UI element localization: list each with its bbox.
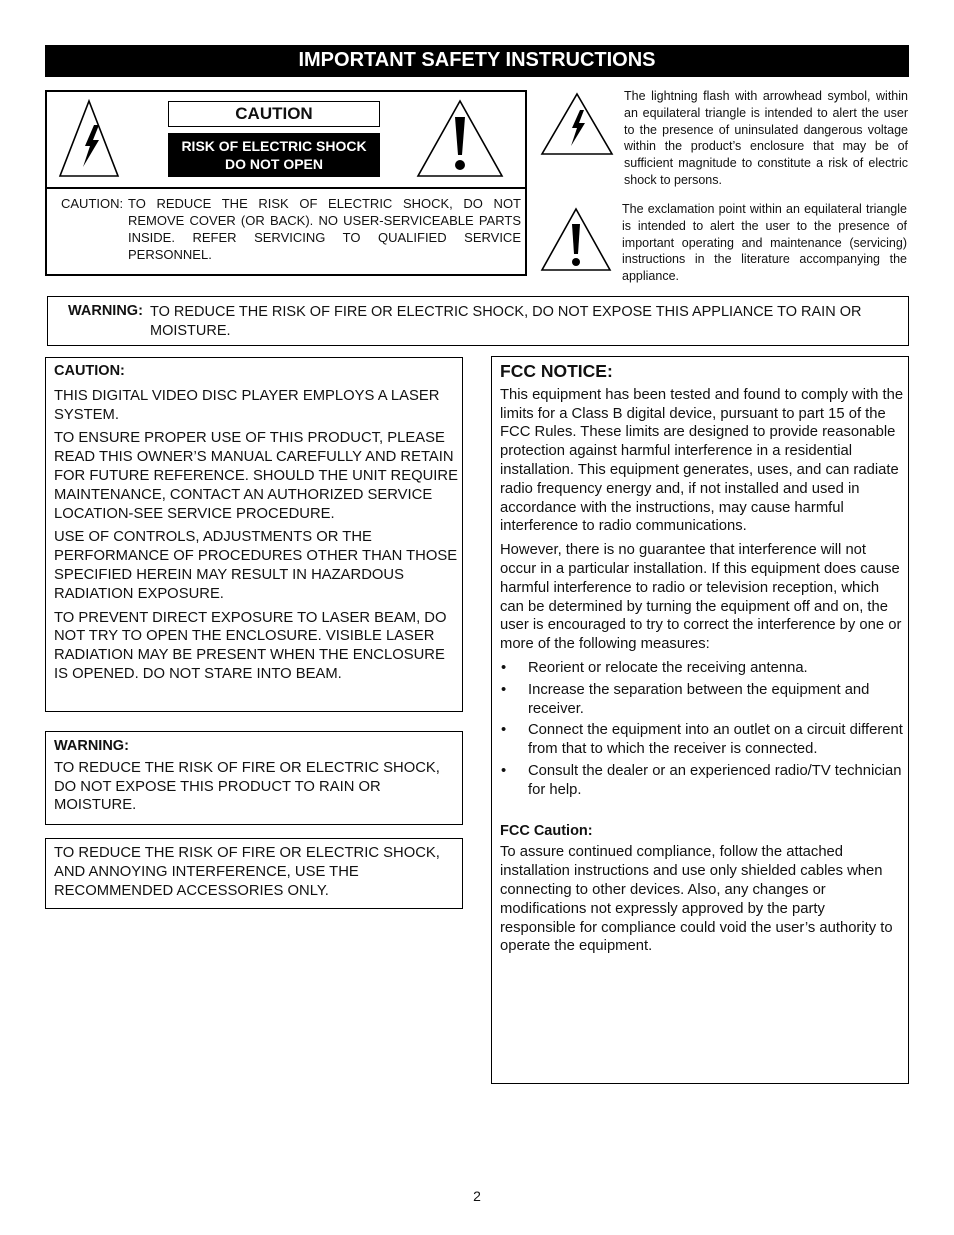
fcc-notice-paragraph: However, there is no guarantee that interference will not occur in a particular installation. If this equipment does cause harmful interference to radio or television reception, which can be determined by turning the equipment off and on, the user is encouraged to try to correct the interference by one or more of the following measures: [500, 542, 902, 653]
caution-text-body: TO REDUCE THE RISK OF ELECTRIC SHOCK, DO NOT REMOVE COVER (OR BACK). NO USER-SERVICEABLE PARTS INSIDE. REFER SERVICING TO QUALIFIED SERVICE PERSONNEL. [128, 196, 521, 262]
fcc-caution-body: To assure continued compliance, follow the attached installation instructions and use only shielded cables when connecting to other devices. Also, any changes or modifications not expressly approved by the party responsible for compliance could void the user’s authority to operate the equipment. [500, 844, 893, 955]
list-item: • Increase the separation between the equipment and receiver. [500, 681, 904, 719]
list-item: • Consult the dealer or an experienced radio/TV technician for help. [500, 762, 904, 800]
divider [47, 187, 525, 189]
caution-text [61, 195, 521, 263]
laser-caution-heading: CAUTION: [54, 363, 125, 379]
risk-line-2: DO NOT OPEN [224, 156, 323, 172]
exclamation-symbol-description: The exclamation point within an equilateral triangle is intended to alert the user to the presence of important operating and maintenance (servicing) instructions in the literature accompanying the appliance. [622, 202, 907, 284]
page-number: 2 [473, 1188, 481, 1204]
laser-caution-paragraph: THIS DIGITAL VIDEO DISC PLAYER EMPLOYS A LASER SYSTEM. [54, 387, 440, 423]
risk-line-1: RISK OF ELECTRIC SHOCK [181, 138, 367, 154]
warning-body: TO REDUCE THE RISK OF FIRE OR ELECTRIC SHOCK, DO NOT EXPOSE THIS APPLIANCE TO RAIN OR MOISTURE. [150, 304, 862, 339]
list-item: • Connect the equipment into an outlet on a circuit different from that to which the receiver is connected. [500, 721, 904, 759]
risk-of-shock-label [168, 133, 380, 177]
laser-caution-paragraph: USE OF CONTROLS, ADJUSTMENTS OR THE PERFORMANCE OF PROCEDURES OTHER THAN THOSE SPECIFIED HEREIN MAY RESULT IN HAZARDOUS RADIATION EXPOSURE. [54, 529, 458, 602]
accessories-note-body: TO REDUCE THE RISK OF FIRE OR ELECTRIC SHOCK, AND ANNOYING INTERFERENCE, USE THE RECOMMENDED ACCESSORIES ONLY. [54, 845, 440, 899]
exclamation-symbol-icon [540, 207, 612, 273]
fcc-caution-heading: FCC Caution: [500, 822, 593, 839]
caution-label: CAUTION [168, 101, 380, 127]
laser-caution-paragraph: TO PREVENT DIRECT EXPOSURE TO LASER BEAM, DO NOT TRY TO OPEN THE ENCLOSURE. VISIBLE LASER RADIATION MAY BE PRESENT WHEN THE ENCLOSURE IS OPENED. DO NOT STARE INTO BEAM. [54, 609, 447, 682]
list-item: • Reorient or relocate the receiving antenna. [500, 659, 904, 678]
lightning-symbol-description: The lightning flash with arrowhead symbol, within an equilateral triangle is intended to alert the user to the presence of uninsulated dangerous voltage within the product’s enclosure that may be of sufficient magnitude to constitute a risk of electric shock to persons. [624, 89, 908, 187]
page-title: IMPORTANT SAFETY INSTRUCTIONS [45, 45, 909, 77]
accessories-note-box [45, 838, 463, 909]
exclamation-warning-icon [416, 99, 504, 179]
warning-label: WARNING: [68, 303, 143, 319]
product-warning-body: TO REDUCE THE RISK OF FIRE OR ELECTRIC SHOCK, DO NOT EXPOSE THIS PRODUCT TO RAIN OR MOISTURE. [54, 759, 440, 814]
laser-caution-paragraph: TO ENSURE PROPER USE OF THIS PRODUCT, PLEASE READ THIS OWNER’S MANUAL CAREFULLY AND RETAIN FOR FUTURE REFERENCE. SHOULD THE UNIT REQUIRE MAINTENANCE, CONTACT AN AUTHORIZED SERVICE LOCATION-SEE SERVICE PROCEDURE. [54, 430, 458, 522]
product-warning-box [45, 731, 463, 825]
fcc-notice-heading: FCC NOTICE: [500, 361, 613, 381]
product-warning-heading: WARNING: [54, 738, 129, 754]
fcc-notice-paragraph: This equipment has been tested and found to comply with the limits for a Class B digital device, pursuant to part 15 of the FCC Rules. These limits are designed to provide reasonable protection against harmful interference in a residential installation. This equipment generates, uses, and can radiate radio frequency energy and, if not installed and used in accordance with the instructions, may cause harmful interference to radio communications. [500, 386, 904, 535]
lightning-symbol-icon [540, 92, 614, 156]
appliance-warning-box [47, 296, 909, 346]
fcc-notice-box [491, 356, 909, 1084]
laser-caution-box [45, 357, 463, 712]
lightning-warning-icon [58, 99, 120, 179]
fcc-measures-list [500, 659, 904, 800]
caution-text-label: CAUTION: [61, 196, 124, 211]
